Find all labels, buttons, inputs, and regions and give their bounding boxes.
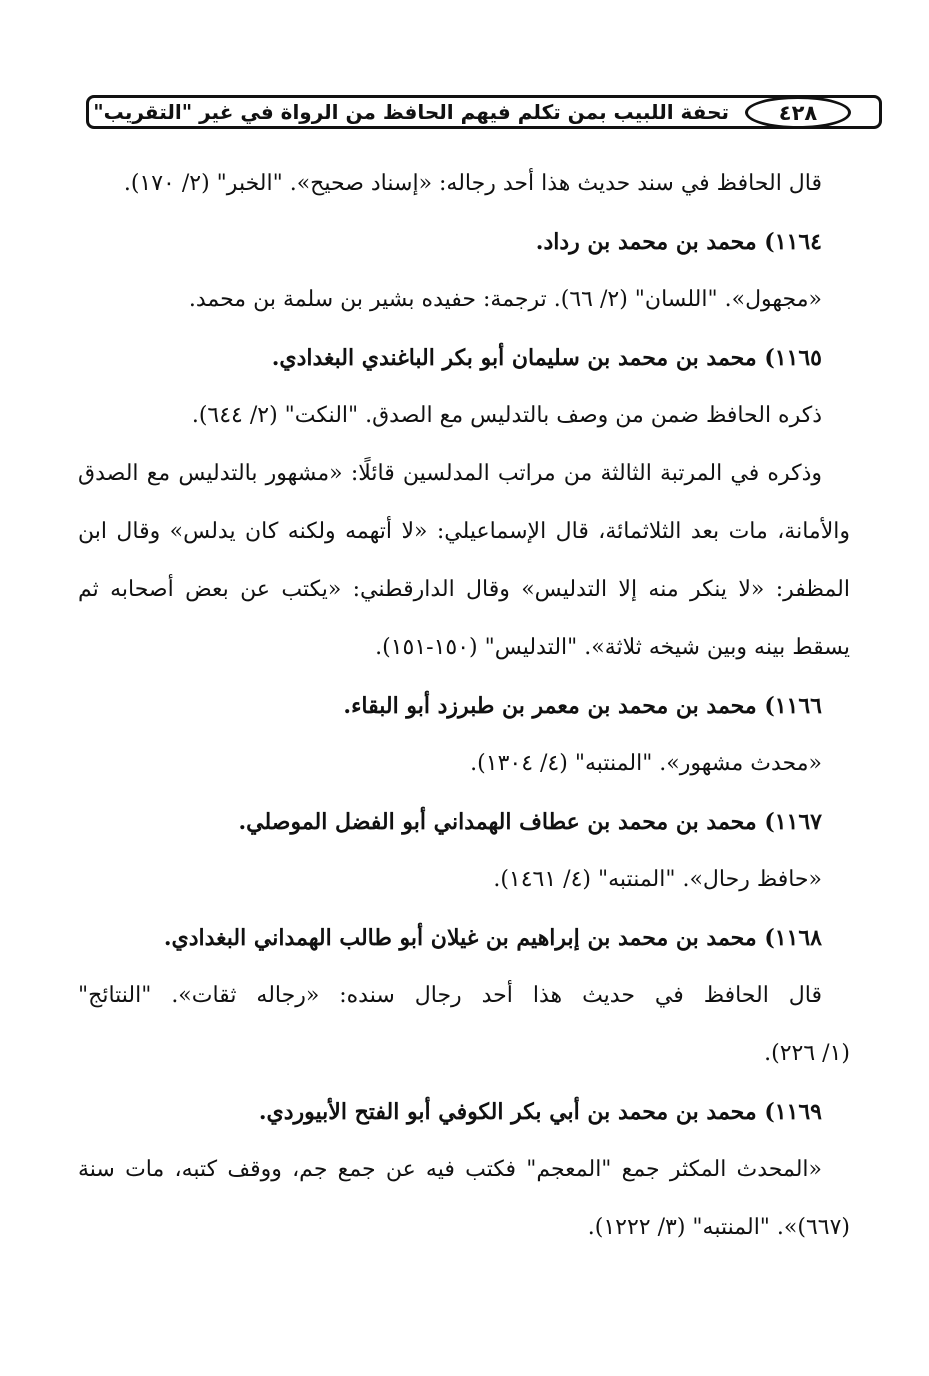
text-line: «مجهول». "اللسان" (٢/ ٦٦). ترجمة: حفيده بشير بن سلمة بن محمد. [188, 287, 822, 312]
text-line: «حافظ رحال». "المنتبه" (٤/ ١٤٦١). [493, 867, 822, 892]
text-line: «محدث مشهور». "المنتبه" (٤/ ١٣٠٤). [470, 751, 822, 776]
book-title: تحفة اللبيب بمن تكلم فيهم الحافظ من الرواة في غير "التقريب" [93, 100, 729, 124]
running-header [86, 95, 882, 129]
text-line: (١/ ٢٢٦). [764, 1041, 850, 1066]
entry-heading: ١١٦٩) محمد بن محمد بن أبي بكر الكوفي أبو الفتح الأبيوردي. [258, 1099, 822, 1125]
text-line: يسقط بينه وبين شيخه ثلاثة». "التدليس" (١٥٠-١٥١). [375, 635, 850, 660]
page-number: ٤٢٨ [778, 100, 818, 125]
entry-heading: ١١٦٨) محمد بن محمد بن إبراهيم بن غيلان أبو طالب الهمداني البغدادي. [163, 925, 822, 951]
text-line: «المحدث المكثر جمع "المعجم" فكتب فيه عن جمع جم، ووقف كتبه، مات سنة [78, 1157, 822, 1182]
text-line: قال الحافظ في حديث هذا أحد رجال سنده: «رجاله ثقات». "النتائج" [78, 983, 822, 1008]
text-line: قال الحافظ في سند حديث هذا أحد رجاله: «إسناد صحيح». "الخبر" (٢/ ١٧٠). [123, 171, 822, 196]
entry-heading: ١١٦٥) محمد بن محمد بن سليمان أبو بكر الباغندي البغدادي. [271, 345, 822, 371]
body-text [78, 155, 850, 1257]
entry-heading: ١١٦٧) محمد بن محمد بن عطاف الهمداني أبو الفضل الموصلي. [238, 809, 822, 835]
page-number-badge [745, 96, 851, 129]
text-line: ذكره الحافظ ضمن من وصف بالتدليس مع الصدق. "النكت" (٢/ ٦٤٤). [191, 403, 822, 428]
text-line: (٦٦٧)». "المنتبه" (٣/ ١٢٢٢). [587, 1215, 850, 1240]
entry-heading: ١١٦٤) محمد بن محمد بن رداد. [535, 229, 822, 255]
text-line: وذكره في المرتبة الثالثة من مراتب المدلسين قائلًا: «مشهور بالتدليس مع الصدق [78, 461, 822, 486]
entry-heading: ١١٦٦) محمد بن محمد بن معمر بن طبرزد أبو البقاء. [343, 693, 822, 719]
text-line: والأمانة، مات بعد الثلاثمائة، قال الإسماعيلي: «لا أتهمه ولكنه كان يدلس» وقال ابن [78, 519, 850, 544]
text-line: المظفر: «لا ينكر منه إلا التدليس» وقال الدارقطني: «يكتب عن بعض أصحابه ثم [78, 577, 850, 602]
